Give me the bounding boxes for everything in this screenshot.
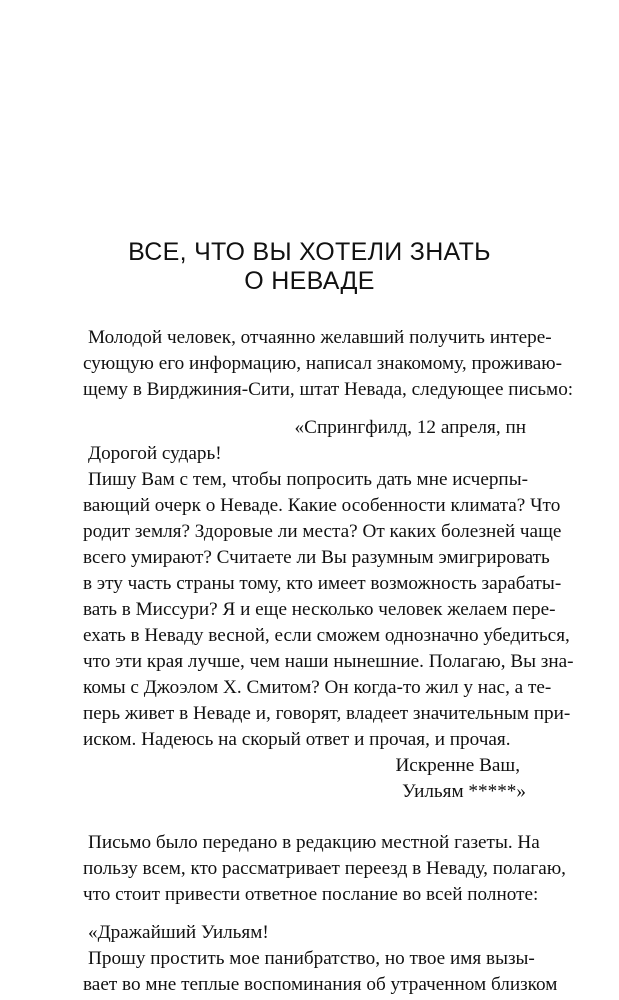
signature-closing: Искренне Ваш, bbox=[395, 755, 520, 776]
intro-line: Молодой человек, отчаянно желавший получить интере- bbox=[88, 327, 552, 348]
intro-line: сующую его информацию, написал знакомому, проживаю- bbox=[83, 353, 562, 374]
letter-line: иском. Надеюсь на скорый ответ и прочая, и прочая. bbox=[83, 729, 511, 750]
letter-line: родит земля? Здоровые ли места? От каких болезней чаще bbox=[83, 521, 562, 542]
reply-salutation: «Дражайший Уильям! bbox=[88, 922, 269, 943]
paragraph-line: пользу всем, кто рассматривает переезд в Неваду, полагаю, bbox=[83, 858, 566, 879]
letter-line: вать в Миссури? Я и еще несколько человек желаем пере- bbox=[83, 599, 556, 620]
letter-line: в эту часть страны тому, кто имеет возможность зарабаты- bbox=[83, 573, 562, 594]
chapter-title-line-1: ВСЕ, ЧТО ВЫ ХОТЕЛИ ЗНАТЬ bbox=[128, 238, 491, 266]
chapter-title-line-2: О НЕВАДЕ bbox=[244, 267, 375, 295]
letter-line: комы с Джоэлом Х. Смитом? Он когда-то жил у нас, а те- bbox=[83, 677, 552, 698]
letter-line: всего умирают? Считаете ли Вы разумным эмигрировать bbox=[83, 547, 550, 568]
letter-line: Пишу Вам с тем, чтобы попросить дать мне исчерпы- bbox=[88, 469, 528, 490]
reply-line: Прошу простить мое панибратство, но твое имя вызы- bbox=[88, 948, 535, 969]
reply-line: вает во мне теплые воспоминания об утраченном близком bbox=[83, 974, 558, 995]
letter-line: перь живет в Неваде и, говорят, владеет значительным при- bbox=[83, 703, 571, 724]
letter-dateline: «Спрингфилд, 12 апреля, пн bbox=[294, 417, 526, 438]
intro-line: щему в Вирджиния-Сити, штат Невада, следующее письмо: bbox=[83, 379, 574, 400]
paragraph-line: Письмо было передано в редакцию местной газеты. На bbox=[88, 832, 540, 853]
signature-name: Уильям *****» bbox=[402, 781, 526, 802]
letter-line: что эти края лучше, чем наши нынешние. Полагаю, Вы зна- bbox=[83, 651, 574, 672]
letter-salutation: Дорогой сударь! bbox=[88, 443, 222, 464]
letter-line: ехать в Неваду весной, если сможем однозначно убедиться, bbox=[83, 625, 570, 646]
paragraph-line: что стоит привести ответное послание во всей полноте: bbox=[83, 884, 539, 905]
letter-line: вающий очерк о Неваде. Какие особенности климата? Что bbox=[83, 495, 561, 516]
